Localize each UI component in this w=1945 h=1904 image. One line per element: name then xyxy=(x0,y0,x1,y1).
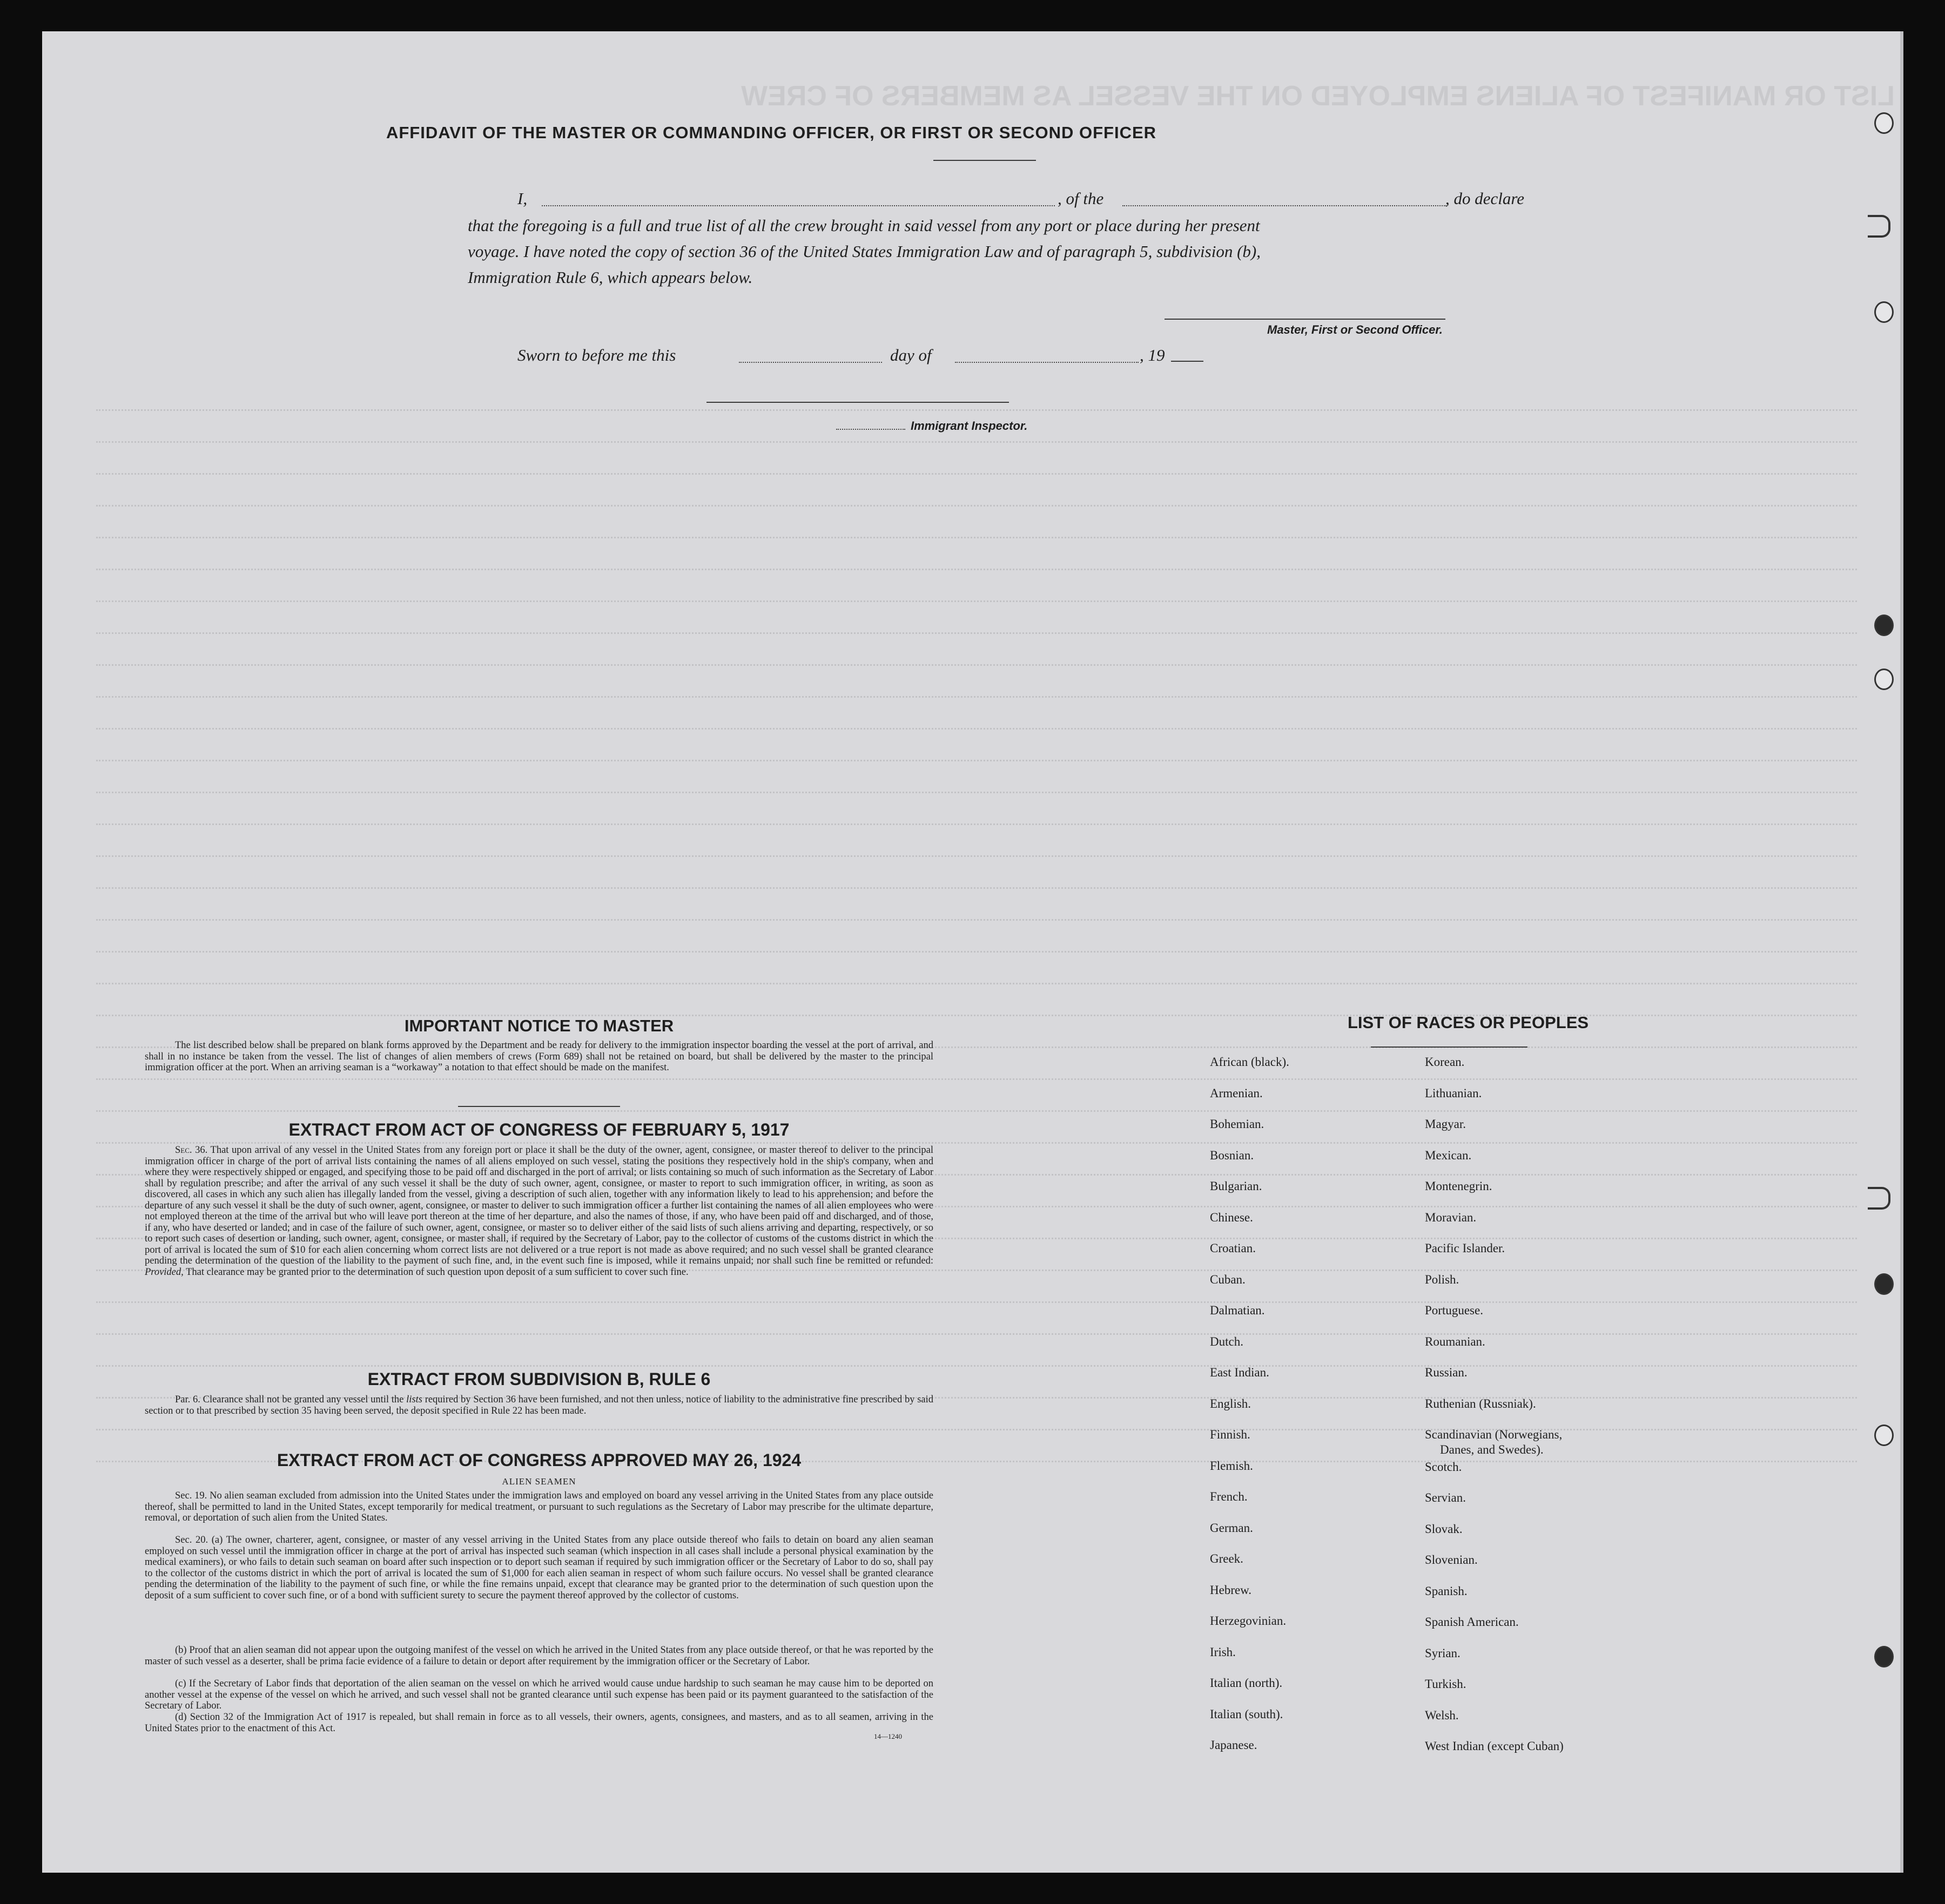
race-item-right: Syrian. xyxy=(1425,1646,1461,1660)
race-item-right: Korean. xyxy=(1425,1055,1465,1069)
race-item-right: West Indian (except Cuban) xyxy=(1425,1739,1564,1753)
reverse-side-bleed-title: LIST OR MANIFEST OF ALIENS EMPLOYED ON THE VESSEL AS MEMBERS OF CREW xyxy=(741,80,1895,112)
vessel-blank xyxy=(1122,205,1446,206)
race-item-left: Greek. xyxy=(1210,1552,1243,1565)
sworn-year-blank xyxy=(1171,361,1203,362)
race-item-left: Croatian. xyxy=(1210,1241,1256,1255)
race-item-left: Cuban. xyxy=(1210,1272,1246,1286)
reverse-side-bleed-row xyxy=(96,569,1857,570)
affidavit-line-3: voyage. I have noted the copy of section 36 of the United States Immigration Law and of paragraph 5, subdivision (b), xyxy=(468,242,1261,261)
race-item-left: Armenian. xyxy=(1210,1086,1263,1100)
reverse-side-bleed-row xyxy=(96,600,1857,602)
section-20b-text: (b) Proof that an alien seaman did not appear upon the outgoing manifest of the vessel on which he arrived in the United States from any place outside thereof, or that he was reported by the master of such vessel as a deserter, shall be prima facie evidence of a failure to detain or deport after requirement by the immigration officer or the Secretary of Labor. xyxy=(145,1645,933,1667)
race-item-left: East Indian. xyxy=(1210,1366,1269,1379)
affidavit-line-2: that the foregoing is a full and true list of all the crew brought in said vessel from any port or place during her present xyxy=(468,216,1260,235)
races-title-underline xyxy=(1371,1046,1527,1048)
race-item-right: Roumanian. xyxy=(1425,1334,1485,1348)
rule-6-text-a: Par. 6. Clearance shall not be granted any vessel until the xyxy=(175,1394,404,1405)
inspector-signature-line xyxy=(706,402,1009,403)
reverse-side-bleed-row xyxy=(96,664,1857,666)
punch-hole-icon xyxy=(1874,112,1894,134)
reverse-side-bleed-row xyxy=(96,473,1857,475)
section-20a-text: Sec. 20. (a) The owner, charterer, agent, consignee, or master of any vessel arriving in the United States from any place outside thereof who fails to detain on board any alien seaman employed on such vessel until the immigration officer in charge at the port of arrival has inspected such seaman (which inspection in all cases shall include a personal physical examination by the medical examiners), or who fails to detain such seaman on board after such inspection or to deport such seaman if required by such immigration officer or the Secretary of Labor to do so, shall pay to the collector of the customs district in which the port of arrival is located the sum of $1,000 for each alien seaman in respect of whom such failure occurs. No vessel shall be granted clearance pending the determination of the liability to the payment of such fine, or while the fine remains unpaid, except that clearance may be granted prior to the determination of such question upon the deposit of a sum sufficient to cover such fine, or of a bond with sufficient surety to secure the payment thereof approved by the collector of customs. xyxy=(145,1535,933,1601)
race-item-right: Montenegrin. xyxy=(1425,1179,1492,1193)
race-item-left: Bulgarian. xyxy=(1210,1179,1262,1193)
reverse-side-bleed-row xyxy=(96,1110,1857,1112)
race-item-left: Bohemian. xyxy=(1210,1117,1264,1131)
race-item-left: Japanese. xyxy=(1210,1738,1257,1752)
race-item-left: Italian (south). xyxy=(1210,1707,1283,1721)
reverse-side-bleed-row xyxy=(96,632,1857,634)
reverse-side-bleed-row xyxy=(96,505,1857,507)
sworn-prefix: Sworn to before me this xyxy=(517,346,676,364)
sworn-day-blank xyxy=(739,362,882,363)
notice-body: The list described below shall be prepared on blank forms approved by the Department and be ready for delivery to the immigration inspector boarding the vessel at the port of arrival, and shall in no instance be taken from the vessel. The list of changes of alien members of crews (Form 689) shall not be retained on board, but shall be delivered by the master to the principal immigration officer at the port. When an arriving seaman is a “workaway” a notation to that effect should be made on the manifest. xyxy=(145,1040,933,1073)
reverse-side-bleed-row xyxy=(96,983,1857,984)
race-item-left: Bosnian. xyxy=(1210,1148,1254,1162)
race-item-left: Dalmatian. xyxy=(1210,1304,1265,1317)
reverse-side-bleed-row xyxy=(96,1078,1857,1080)
race-item-left: German. xyxy=(1210,1521,1253,1535)
rule-6-title: EXTRACT FROM SUBDIVISION B, RULE 6 xyxy=(367,1369,711,1389)
name-blank xyxy=(542,205,1055,206)
reverse-side-bleed-row xyxy=(96,823,1857,825)
race-item-left: Irish. xyxy=(1210,1645,1236,1659)
race-scandinavian-continuation: Danes, and Swedes). xyxy=(1440,1443,1544,1456)
affidavit-do-declare-label: , do declare xyxy=(1445,189,1525,208)
race-item-left: Flemish. xyxy=(1210,1459,1253,1473)
sworn-month-blank xyxy=(955,362,1139,363)
punch-hole-icon xyxy=(1874,301,1894,323)
binder-clip-icon xyxy=(1868,215,1890,238)
race-item-right: Mexican. xyxy=(1425,1148,1472,1162)
race-item-left: Finnish. xyxy=(1210,1428,1250,1441)
punch-hole-icon xyxy=(1874,1273,1894,1295)
section-36-text: That upon arrival of any vessel in the United States from any foreign port or place it shall be the duty of the owner, agent, consignee, or master thereof to deliver to the principal immigration officer in charge of the port of arrival lists containing the names of all aliens employed on such vessel, stating the positions they respectively hold in the ship's company, when and where they were respectively shipped or engaged, and specifying those to be paid off and discharged in the port of arrival; or lists containing so much of such information as the Secretary of Labor shall by regulation prescribe; and after the arrival of any such vessel it shall be the duty of such owner, agent, consignee, or master to report to such immigration officer, in writing, as soon as discovered, all cases in which any such alien has illegally landed from the vessel, giving a description of such alien, together with any information likely to lead to his apprehension; and before the departure of any such vessel it shall be the duty of such owner, agent, consignee, or master to deliver to such immigration officer a further list containing the names of all alien employees who were not employed thereon at the time of the arrival but who will leave port thereon at the time of her departure, and also the names of those, if any, who have been paid off and discharged, and of those, if any, who have deserted or landed; and in case of the failure of such owner, agent, consignee, or master so to deliver either of the said lists of such aliens arriving and departing, respectively, or so to report such cases of desertion or landing, such owner, agent, consignee, or master shall, if required by the Secretary of Labor, pay to the collector of customs of the customs district in which the port of arrival is located the sum of $10 for each alien concerning whom correct lists are not delivered or a true report is not made as above required; and no such vessel shall be granted clearance pending the determination of the question of the liability to the payment of such fine, and, in the event such fine is imposed, while it remains unpaid; nor shall such fine be remitted or refunded: xyxy=(145,1145,934,1266)
punch-hole-icon xyxy=(1874,615,1894,636)
race-item-right: Slovak. xyxy=(1425,1522,1463,1536)
race-item-left: Herzegovinian. xyxy=(1210,1614,1287,1628)
race-item-right: Polish. xyxy=(1425,1272,1459,1286)
section-20c-text: (c) If the Secretary of Labor finds that deportation of the alien seaman on the vessel on which he arrived would cause undue hardship to such seaman he may cause him to be deported on another vessel at the expense of the vessel on which he arrived, and such vessel shall not be granted clearance until such expense has been paid or its payment guaranteed to the satisfaction of the Secretary of Labor. xyxy=(145,1678,933,1711)
section-19-text: Sec. 19. No alien seaman excluded from admission into the United States under the immigration laws and employed on board any vessel arriving in the United States from any place outside thereof, shall be permitted to land in the United States, except temporarily for medical treatment, or pursuant to such regulations as the Secretary of Labor may prescribe for the ultimate departure, removal, or deportation of such alien from the United States. xyxy=(145,1490,933,1523)
race-item-right: Magyar. xyxy=(1425,1117,1466,1131)
reverse-side-bleed-row xyxy=(96,792,1857,793)
punch-hole-icon xyxy=(1874,1424,1894,1446)
section-36-label: Sec. 36. xyxy=(175,1145,208,1156)
affidavit-title: AFFIDAVIT OF THE MASTER OR COMMANDING OFFICER, OR FIRST OR SECOND OFFICER xyxy=(386,123,1157,142)
reverse-side-bleed-row xyxy=(96,1429,1857,1430)
race-item-right: Scotch. xyxy=(1425,1460,1462,1474)
reverse-side-bleed-row xyxy=(96,1365,1857,1367)
title-underline xyxy=(933,160,1036,161)
master-signature-caption: Master, First or Second Officer. xyxy=(1267,323,1443,336)
inspector-caption: Immigrant Inspector. xyxy=(911,419,1028,433)
race-item-right: Lithuanian. xyxy=(1425,1086,1482,1100)
reverse-side-bleed-row xyxy=(96,919,1857,921)
reverse-side-bleed-row xyxy=(96,855,1857,857)
reverse-side-bleed-row xyxy=(96,1301,1857,1303)
race-item-right: Spanish American. xyxy=(1425,1615,1519,1629)
race-item-right: Servian. xyxy=(1425,1491,1466,1504)
race-item-left: Dutch. xyxy=(1210,1334,1243,1348)
race-item-left: Chinese. xyxy=(1210,1210,1253,1224)
inspector-dotted-lead xyxy=(836,429,905,430)
race-item-left: French. xyxy=(1210,1490,1248,1503)
race-item-right: Moravian. xyxy=(1425,1210,1477,1224)
rule-6-text-b: required by Section 36 have been furnished, and not then unless, notice of liability to the administrative fine prescribed by said section or to that prescribed by section 35 having been served, the deposit specified in Rule 22 has been made. xyxy=(145,1394,934,1416)
race-item-right: Slovenian. xyxy=(1425,1553,1478,1567)
reverse-side-bleed-row xyxy=(96,441,1857,443)
form-number: 14—1240 xyxy=(874,1732,902,1740)
race-item-right: Welsh. xyxy=(1425,1708,1459,1722)
reverse-side-bleed-row xyxy=(96,728,1857,730)
punch-hole-icon xyxy=(1874,1646,1894,1667)
provided-label: Provided, xyxy=(145,1266,184,1278)
race-item-right: Portuguese. xyxy=(1425,1304,1483,1317)
reverse-side-bleed-row xyxy=(96,951,1857,953)
race-item-left: Hebrew. xyxy=(1210,1583,1252,1597)
rule-6-lists-word: lists xyxy=(406,1394,422,1405)
race-item-right: Pacific Islander. xyxy=(1425,1241,1505,1255)
document-page xyxy=(42,31,1903,1873)
sworn-day-of-label: day of xyxy=(890,346,932,364)
race-item-right: Turkish. xyxy=(1425,1677,1466,1691)
notice-title: IMPORTANT NOTICE TO MASTER xyxy=(404,1016,674,1035)
affidavit-line-4: Immigration Rule 6, which appears below. xyxy=(468,268,753,287)
section-divider xyxy=(458,1106,620,1107)
race-item-right: Russian. xyxy=(1425,1366,1468,1379)
provided-text: That clearance may be granted prior to the determination of such question upon deposit of a sum sufficient to cover such fine. xyxy=(186,1266,689,1278)
binder-clip-icon xyxy=(1868,1187,1890,1210)
extract-1917-title: EXTRACT FROM ACT OF CONGRESS OF FEBRUARY 5, 1917 xyxy=(288,1120,790,1139)
master-signature-line xyxy=(1165,319,1445,320)
race-item-right: Ruthenian (Russniak). xyxy=(1425,1396,1536,1410)
race-item-right: Spanish. xyxy=(1425,1584,1468,1598)
reverse-side-bleed-row xyxy=(96,1333,1857,1335)
extract-1917-body xyxy=(145,1145,933,1278)
reverse-side-bleed-row xyxy=(96,537,1857,538)
race-item-left: Italian (north). xyxy=(1210,1676,1283,1690)
sworn-year-label: , 19 xyxy=(1140,346,1165,364)
affidavit-i-label: I, xyxy=(517,189,528,208)
section-20d-text: (d) Section 32 of the Immigration Act of 1917 is repealed, but shall remain in force as to all vessels, their owners, agents, consignees, and masters, and as to all seamen, arriving in the United States prior to the enactment of this Act. xyxy=(145,1712,933,1734)
affidavit-of-the-label: , of the xyxy=(1058,189,1104,208)
reverse-side-bleed-row xyxy=(96,696,1857,698)
reverse-side-bleed-row xyxy=(96,760,1857,761)
races-title: LIST OF RACES OR PEOPLES xyxy=(1347,1013,1589,1032)
race-item-left: African (black). xyxy=(1210,1055,1289,1069)
reverse-side-bleed-row xyxy=(96,409,1857,411)
race-item-right: Scandinavian (Norwegians, xyxy=(1425,1428,1563,1441)
punch-hole-icon xyxy=(1874,669,1894,690)
extract-1924-title: EXTRACT FROM ACT OF CONGRESS APPROVED MAY 26, 1924 xyxy=(277,1450,802,1470)
reverse-side-bleed-row xyxy=(96,1142,1857,1144)
reverse-side-bleed-row xyxy=(96,887,1857,889)
race-item-left: English. xyxy=(1210,1396,1251,1410)
rule-6-body xyxy=(145,1394,933,1416)
alien-seamen-subtitle: ALIEN SEAMEN xyxy=(502,1476,576,1487)
